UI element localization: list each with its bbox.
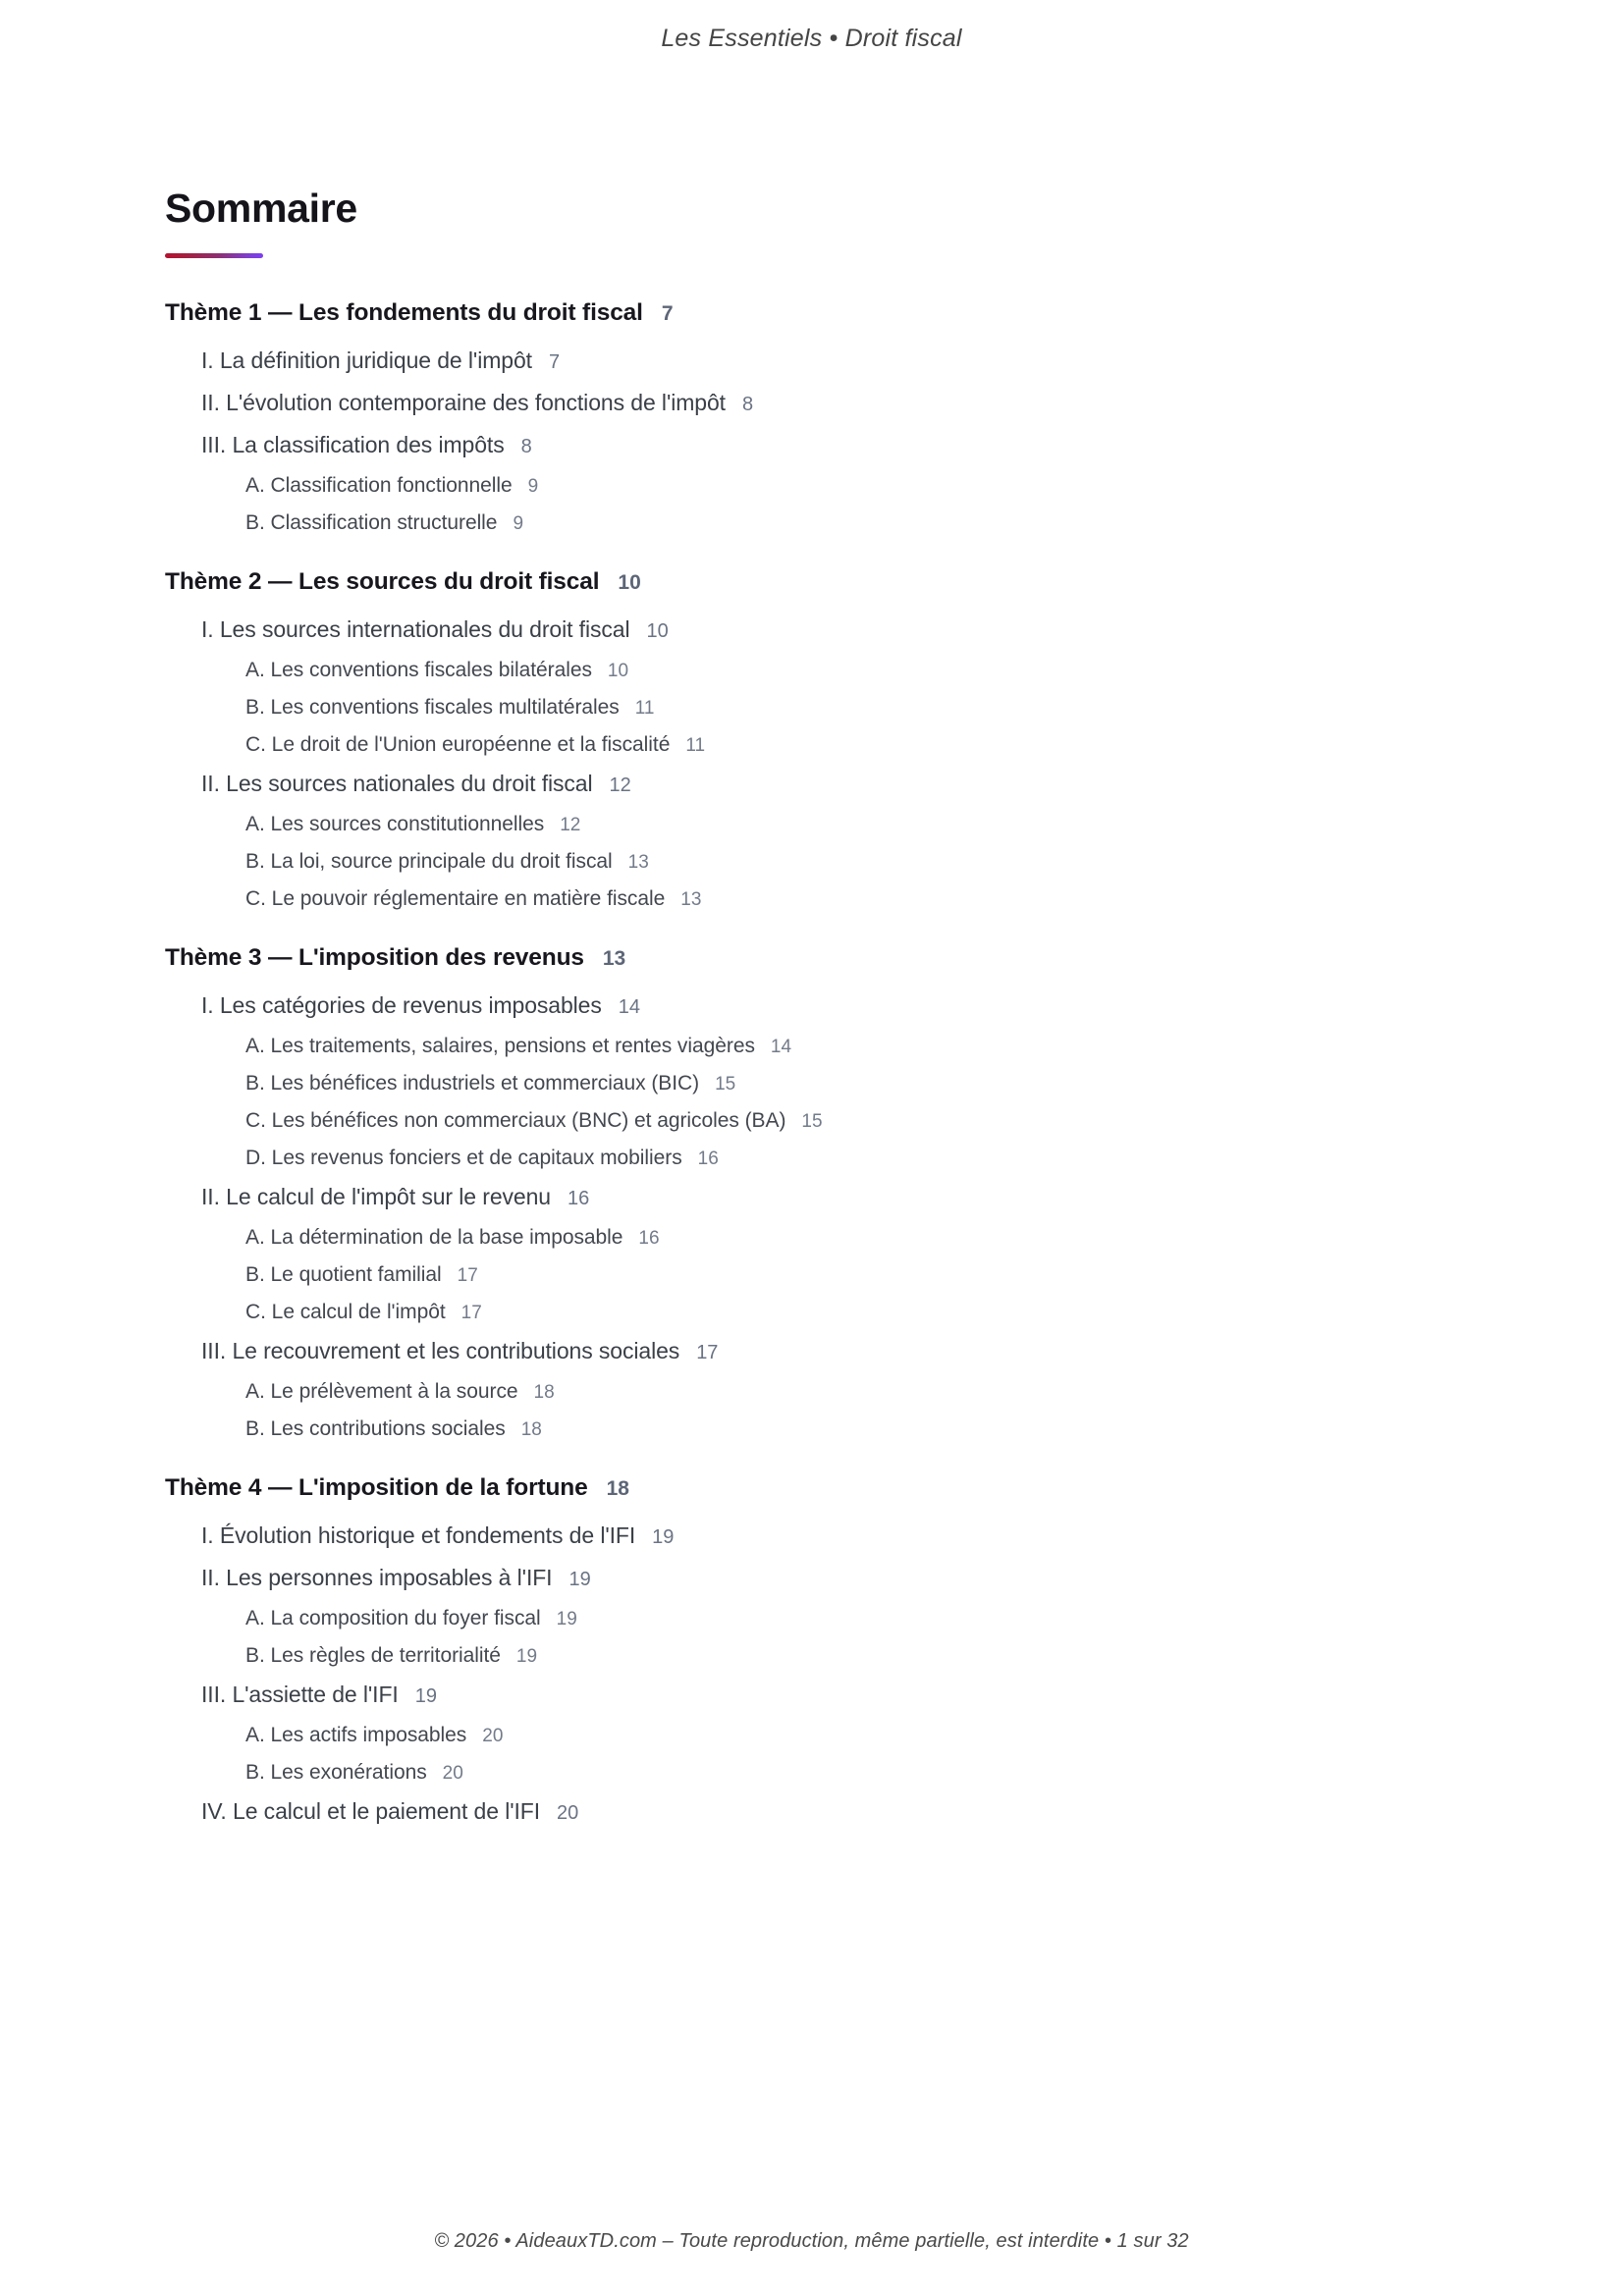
toc-entry-letter[interactable] (245, 1263, 1476, 1287)
toc-entry-roman[interactable] (201, 616, 1476, 643)
toc-entry-label: C. Le calcul de l'impôt (245, 1301, 446, 1323)
toc-entry-letter[interactable] (245, 887, 1476, 911)
toc-entry-label: III. La classification des impôts (201, 432, 505, 457)
toc-entry-letter[interactable] (245, 1417, 1476, 1441)
page-footer: © 2026 • AideauxTD.com – Toute reproduction, même partielle, est interdite • 1 sur 32 (434, 2230, 1189, 2252)
toc-entry-label: III. L'assiette de l'IFI (201, 1682, 399, 1707)
toc-group (165, 568, 1476, 911)
title-block (165, 188, 357, 258)
toc-entry-label: C. Les bénéfices non commerciaux (BNC) et agricoles (BA) (245, 1109, 786, 1132)
toc-entry-label: I. Les sources internationales du droit fiscal (201, 616, 630, 642)
running-header: Les Essentiels • Droit fiscal (661, 25, 962, 52)
toc-entry-letter[interactable] (245, 1380, 1476, 1404)
toc-entry-page-number: 13 (627, 852, 649, 873)
toc-entry-letter[interactable] (245, 1644, 1476, 1668)
toc-entry-page-number: 10 (646, 620, 669, 642)
toc-entry-page-number: 19 (414, 1685, 437, 1707)
toc-entry-page-number: 8 (520, 436, 532, 457)
toc-entry-page-number: 10 (607, 661, 629, 681)
toc-entry-roman[interactable] (201, 1184, 1476, 1210)
toc-entry-page-number: 8 (741, 394, 754, 415)
toc-entry-letter[interactable] (245, 659, 1476, 682)
toc-entry-page-number: 13 (680, 889, 702, 910)
toc-entry-label: B. Le quotient familial (245, 1263, 442, 1286)
toc-entry-label: B. La loi, source principale du droit fiscal (245, 850, 613, 873)
toc-entry-letter[interactable] (245, 850, 1476, 874)
toc-entry-roman[interactable] (201, 1798, 1476, 1825)
toc-entry-letter[interactable] (245, 1301, 1476, 1324)
toc-entry-page-number: 16 (697, 1148, 719, 1169)
toc-entry-roman[interactable] (201, 992, 1476, 1019)
toc-entry-page-number: 11 (634, 698, 655, 719)
toc-entry-label: C. Le pouvoir réglementaire en matière fiscale (245, 887, 666, 910)
toc-entry-letter[interactable] (245, 1147, 1476, 1170)
toc-entry-letter[interactable] (245, 1724, 1476, 1747)
toc-entry-label: B. Les exonérations (245, 1761, 427, 1784)
toc-entry-letter[interactable] (245, 511, 1476, 535)
toc-entry-letter[interactable] (245, 813, 1476, 836)
toc-entry-label: B. Les contributions sociales (245, 1417, 506, 1440)
title-accent-rule (165, 253, 263, 258)
toc-entry-label: I. Évolution historique et fondements de l'IFI (201, 1522, 636, 1548)
toc-entry-page-number: 20 (557, 1802, 579, 1824)
toc-entry-label: Thème 1 — Les fondements du droit fiscal (165, 299, 643, 326)
toc-entry-label: II. Le calcul de l'impôt sur le revenu (201, 1184, 551, 1209)
toc-theme-heading[interactable] (165, 299, 1476, 327)
toc-entry-page-number: 7 (661, 302, 674, 325)
toc-entry-page-number: 17 (460, 1303, 482, 1323)
toc-entry-page-number: 18 (533, 1382, 555, 1403)
toc-entry-letter[interactable] (245, 696, 1476, 720)
toc-entry-page-number: 10 (618, 571, 641, 594)
toc-entry-label: A. Les conventions fiscales bilatérales (245, 659, 592, 681)
toc-entry-page-number: 15 (801, 1111, 823, 1132)
toc-entry-label: III. Le recouvrement et les contributions sociales (201, 1338, 680, 1363)
toc-entry-roman[interactable] (201, 347, 1476, 374)
toc-entry-label: A. Classification fonctionnelle (245, 474, 513, 497)
toc-entry-page-number: 18 (606, 1477, 629, 1500)
toc-entry-roman[interactable] (201, 1565, 1476, 1591)
toc-entry-label: Thème 2 — Les sources du droit fiscal (165, 568, 600, 595)
toc-entry-page-number: 9 (527, 476, 539, 497)
toc-entry-letter[interactable] (245, 1226, 1476, 1250)
toc-entry-label: C. Le droit de l'Union européenne et la fiscalité (245, 733, 671, 756)
toc-entry-roman[interactable] (201, 1338, 1476, 1364)
toc-entry-page-number: 12 (609, 774, 631, 796)
toc-entry-page-number: 12 (560, 815, 581, 835)
toc-group (165, 1474, 1476, 1825)
toc-entry-page-number: 14 (618, 996, 641, 1018)
toc-entry-roman[interactable] (201, 390, 1476, 416)
toc-entry-page-number: 7 (548, 351, 561, 373)
toc-entry-letter[interactable] (245, 1109, 1476, 1133)
toc-entry-page-number: 17 (457, 1265, 478, 1286)
toc-entry-page-number: 18 (520, 1419, 542, 1440)
toc-entry-roman[interactable] (201, 1682, 1476, 1708)
toc-entry-page-number: 16 (568, 1188, 590, 1209)
toc-entry-label: I. La définition juridique de l'impôt (201, 347, 532, 373)
toc-entry-page-number: 19 (568, 1569, 591, 1590)
toc-entry-roman[interactable] (201, 432, 1476, 458)
toc-entry-page-number: 14 (770, 1037, 792, 1057)
toc-entry-label: Thème 4 — L'imposition de la fortune (165, 1474, 588, 1501)
page-title: Sommaire (165, 186, 357, 231)
toc-entry-label: A. Les traitements, salaires, pensions et rentes viagères (245, 1035, 755, 1057)
toc-entry-letter[interactable] (245, 1607, 1476, 1630)
toc-entry-roman[interactable] (201, 771, 1476, 797)
toc-entry-page-number: 16 (638, 1228, 660, 1249)
toc-entry-label: IV. Le calcul et le paiement de l'IFI (201, 1798, 541, 1824)
toc-group (165, 944, 1476, 1441)
toc-entry-label: B. Classification structurelle (245, 511, 498, 534)
toc-entry-label: B. Les règles de territorialité (245, 1644, 501, 1667)
toc-entry-page-number: 20 (442, 1763, 463, 1784)
toc-entry-letter[interactable] (245, 733, 1476, 757)
toc-entry-label: II. L'évolution contemporaine des fonctions de l'impôt (201, 390, 726, 415)
table-of-contents (165, 299, 1476, 1825)
toc-entry-page-number: 11 (685, 735, 706, 756)
toc-entry-page-number: 20 (482, 1726, 504, 1746)
toc-entry-label: D. Les revenus fonciers et de capitaux mobiliers (245, 1147, 682, 1169)
toc-entry-label: Thème 3 — L'imposition des revenus (165, 944, 584, 971)
toc-entry-page-number: 19 (556, 1609, 577, 1629)
toc-entry-page-number: 19 (515, 1646, 538, 1667)
toc-entry-letter[interactable] (245, 1035, 1476, 1058)
toc-entry-page-number: 13 (602, 947, 626, 970)
toc-entry-label: A. La composition du foyer fiscal (245, 1607, 541, 1629)
toc-theme-heading[interactable] (165, 944, 1476, 972)
toc-entry-page-number: 19 (652, 1526, 675, 1548)
toc-entry-label: A. Les sources constitutionnelles (245, 813, 545, 835)
toc-entry-letter[interactable] (245, 474, 1476, 498)
toc-entry-roman[interactable] (201, 1522, 1476, 1549)
toc-entry-label: II. Les sources nationales du droit fiscal (201, 771, 593, 796)
toc-entry-letter[interactable] (245, 1072, 1476, 1095)
toc-entry-page-number: 9 (513, 513, 524, 534)
toc-entry-label: A. Les actifs imposables (245, 1724, 467, 1746)
toc-group (165, 299, 1476, 535)
toc-entry-label: B. Les bénéfices industriels et commerciaux (BIC) (245, 1072, 700, 1095)
toc-entry-page-number: 17 (696, 1342, 719, 1363)
toc-theme-heading[interactable] (165, 568, 1476, 596)
toc-entry-letter[interactable] (245, 1761, 1476, 1785)
toc-entry-page-number: 15 (715, 1074, 736, 1095)
toc-entry-label: B. Les conventions fiscales multilatérales (245, 696, 620, 719)
toc-entry-label: II. Les personnes imposables à l'IFI (201, 1565, 553, 1590)
toc-entry-label: A. La détermination de la base imposable (245, 1226, 623, 1249)
toc-theme-heading[interactable] (165, 1474, 1476, 1502)
toc-entry-label: I. Les catégories de revenus imposables (201, 992, 602, 1018)
toc-entry-label: A. Le prélèvement à la source (245, 1380, 518, 1403)
